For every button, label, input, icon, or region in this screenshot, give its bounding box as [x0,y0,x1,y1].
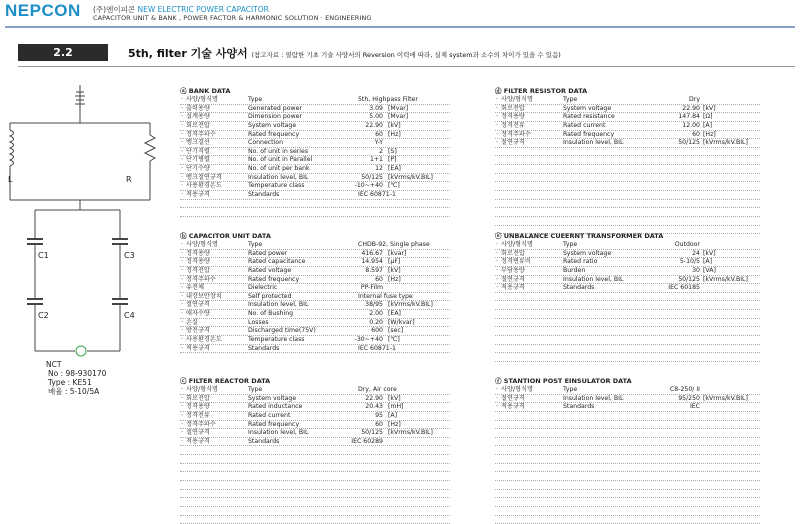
company-name-kr: (주)엔이피콘 [93,5,136,14]
cell-unit: [Hz] [388,420,401,428]
cell-val: 95/250 [678,394,700,402]
cell-unit: [kVrms/kV.BIL] [388,173,433,181]
table-row [495,250,760,259]
cell-kr: · 절연규격 [186,429,210,437]
cell-unit: [W/kvar] [388,318,415,326]
cell-val: 22.90 [365,394,383,402]
cell-val: 5th, Highpass Filter [358,96,418,103]
table-row [180,139,450,148]
empty-row [180,490,450,499]
cell-kr: · 애자수량 [186,310,210,318]
cell-val: CHDB-92, Single phase [358,241,430,248]
cell-unit: [A] [703,258,713,266]
page-header [0,0,800,24]
empty-row [180,208,450,217]
cell-en: Insulation level, BIL [248,301,309,309]
table-row [495,113,760,122]
cell-en: Insulation level, BIL [248,429,309,437]
empty-row [180,481,450,490]
cell-kr: · 정격전류 [501,122,525,130]
table-row [495,131,760,140]
cell-val: Internal fuse type [358,292,413,300]
company-logo: NEPCON [5,1,81,20]
cell-en: Rated frequency [248,275,300,283]
empty-row [495,301,760,310]
cell-unit: [℃] [388,182,400,190]
cell-val: 147.84 [678,113,700,121]
cell-kr: · 정격용량 [186,403,210,411]
cell-en: System voltage [563,249,612,257]
table-title: ⓐ BANK DATA [180,87,231,95]
cell-unit: [Hz] [388,130,401,138]
cell-unit: [kV] [703,249,716,257]
cell-kr: · 적용규격 [501,403,525,411]
cell-en: No. of unit in Parallel [248,156,313,164]
cell-unit: [℃] [388,336,400,344]
table-row [495,276,760,285]
capacitor-data-table [180,233,450,353]
cell-en: Rated inductance [248,403,303,411]
table-title: ⓔ UNBALANCE CUEERNT TRANSFORMER DATA [495,232,664,240]
table-row [180,327,450,336]
cell-en: Discharged time(75V) [248,327,316,335]
cell-en: Insulation level, BIL [563,394,624,402]
cell-unit: [kV] [388,394,401,402]
cell-val: IEC 60289 [351,437,383,445]
cell-unit: [kV] [388,266,401,274]
empty-row [180,446,450,455]
section-note: (참고자료 : 열람한 기초 기술 사양서의 Reversion 이력에 따라, 실제 system과 소수의 차이가 있을 수 있음) [251,51,561,59]
cell-unit: [Ω] [703,113,713,121]
cell-val: 60 [375,420,383,428]
cell-en: Rated frequency [563,130,615,138]
empty-row [495,446,760,455]
cell-en: Rated current [248,411,291,419]
table-row [495,395,760,404]
resistor-data-table [495,88,760,234]
cell-val: 12.00 [682,121,700,129]
cell-unit: [kVrms/kV.BIL] [703,394,748,402]
empty-row [495,481,760,490]
cell-val: 8.597 [365,266,383,274]
cell-kr: · 정격용량 [186,258,210,266]
label-c1: C1 [38,251,49,260]
cell-val: IEC [689,403,700,411]
table-row [180,284,450,293]
bank-data-table [180,88,450,217]
cell-val: IEC 60871-1 [358,191,396,199]
cell-unit: [kV] [703,104,716,112]
company-subtitle: CAPACITOR UNIT & BANK , POWER FACTOR & HARMONIC SOLUTION · ENGINEERING [93,14,372,22]
cell-unit: [A] [388,411,398,419]
table-row [180,421,450,430]
cell-kr: · 회로전압 [186,395,210,403]
cell-en: No. of Bushing [248,310,294,318]
label-r: R [126,175,132,184]
header-rule [5,26,795,28]
cell-en: Type [563,96,578,103]
table-row [495,267,760,276]
table-row [180,96,450,105]
table-title: ⓑ CAPACITOR UNIT DATA [180,232,271,240]
cell-en: Standards [563,284,595,292]
empty-row [495,353,760,362]
section-rule [18,66,795,67]
cell-kr: · 적용규격 [186,191,210,199]
cell-val: 416.67 [361,249,383,257]
cell-kr: · 사양/형식명 [186,96,218,104]
table-row [495,386,760,395]
label-c4: C4 [124,311,135,320]
empty-row [495,438,760,447]
cell-val: C8-250/ II [669,386,700,393]
table-row [180,336,450,345]
section-title-text: 5th, filter 기술 사양서 [128,47,248,60]
cell-en: Burden [563,266,586,274]
empty-row [180,472,450,481]
table-row [180,122,450,131]
company-name-en: NEW ELECTRIC POWER CAPACITOR [137,5,269,14]
cell-en: Insulation level, BIL [563,275,624,283]
table-row [495,284,760,293]
cell-val: 50/125 [678,139,700,147]
empty-row [495,174,760,183]
cell-kr: · 단기직렬 [186,148,210,156]
cell-val: 0.20 [369,318,383,326]
empty-row [495,516,760,524]
cell-kr: · 뱅크결선 [186,139,210,147]
cell-kr: · 단기수량 [186,165,210,173]
table-row [180,386,450,395]
cell-en: Type [563,386,578,393]
cell-val: 5-10/5 [679,258,700,266]
cell-kr: · 뱅크절연규격 [186,174,222,182]
empty-row [495,345,760,354]
table-row [180,276,450,285]
table-row [180,293,450,302]
cell-en: Self protected [248,292,292,300]
cell-val: 22.90 [682,104,700,112]
cell-kr: · 설계용량 [186,113,210,121]
table-row [180,319,450,328]
empty-row [495,200,760,209]
cell-unit: [EA] [388,165,401,173]
cell-en: Rated resistance [563,113,615,121]
label-c3: C3 [124,251,135,260]
cell-val: Y-Y [374,139,383,147]
section-title [128,45,561,61]
cell-kr: · 회로전압 [501,105,525,113]
cell-val: Dry, Air core [358,386,397,393]
empty-row [495,191,760,200]
cell-unit: [VA] [703,266,716,274]
nct-info [48,360,106,396]
cell-kr: · 정격주파수 [186,131,216,139]
table-row [180,165,450,174]
cell-val: -30~+40 [354,336,383,344]
cell-kr: · 적용규격 [501,284,525,292]
empty-row [180,464,450,473]
cell-en: Type [248,96,263,103]
table-row [180,429,450,438]
cell-unit: [sec] [388,327,404,335]
cell-unit: [kV] [388,121,401,129]
cell-kr: · 방전규격 [186,327,210,335]
cell-en: Rated capacitance [248,258,306,266]
cell-unit: [kVrms/kV.BIL] [388,301,433,309]
cell-en: Rated power [248,249,288,257]
cell-en: Rated ratio [563,258,598,266]
cell-en: Losses [248,318,269,326]
cell-en: Rated voltage [248,266,292,274]
cell-unit: [kvar] [388,249,407,257]
empty-row [180,507,450,516]
reactor-data-table [180,378,450,524]
cell-en: Dielectric [248,284,278,292]
cell-val: 95 [375,411,383,419]
cell-en: Generated power [248,104,302,112]
label-c2: C2 [38,311,49,320]
cell-en: Rated frequency [248,130,300,138]
cell-kr: · 내장보안장치 [186,293,222,301]
empty-row [495,165,760,174]
cell-val: 20.43 [365,403,383,411]
cell-kr: · 출력용량 [186,105,210,113]
cell-en: Insulation level, BIL [563,139,624,147]
table-row [180,182,450,191]
table-row [495,241,760,250]
empty-row [180,498,450,507]
cell-val: IEC 60871-1 [358,344,396,352]
table-title: ⓓ FILTER RESISTOR DATA [495,87,588,95]
empty-row [495,217,760,226]
empty-row [495,310,760,319]
empty-row [495,429,760,438]
cell-kr: · 정격용량 [501,113,525,121]
cell-kr: · 적용규격 [186,438,210,446]
empty-row [180,455,450,464]
label-l: L [8,175,13,184]
cell-val: 50/125 [361,173,383,181]
table-row [495,96,760,105]
cell-unit: [P] [388,156,397,164]
empty-row [180,200,450,209]
empty-row [495,464,760,473]
cell-en: Temperature class [248,182,305,190]
table-row [180,267,450,276]
empty-row [495,327,760,336]
cell-kr: · 적용규격 [186,345,210,353]
cell-val: Dry [689,96,700,103]
cell-unit: [μF] [388,258,401,266]
cell-kr: · 사용환경온도 [186,182,222,190]
table-row [180,156,450,165]
cell-val: 2.00 [369,310,383,318]
nct-type: Type : KE51 [48,378,92,387]
cell-kr: · 절연규격 [501,139,525,147]
table-row [180,438,450,447]
cell-kr: · 절연규격 [501,276,525,284]
table-row [180,250,450,259]
empty-row [495,507,760,516]
neutral-connection [0,305,175,355]
cell-kr: · 회로전압 [186,122,210,130]
cell-unit: [kVrms/kV.BIL] [388,429,433,437]
cell-val: 2 [379,147,383,155]
cell-val: 60 [375,275,383,283]
cell-val: -10~+40 [354,182,383,190]
cell-en: Standards [248,191,280,199]
cell-kr: · 절연규격 [186,301,210,309]
unbalance-ct-data-table [495,233,760,362]
cell-en: System voltage [563,104,612,112]
table-row [180,395,450,404]
cell-kr: · 정격변류비 [501,258,531,266]
cell-unit: [Mvar] [388,113,409,121]
cell-kr: · 사양/형식명 [501,241,533,249]
table-row [180,148,450,157]
cell-kr: · 정격주파수 [501,131,531,139]
cell-kr: · 정격전압 [186,267,210,275]
table-row [180,241,450,250]
table-row [180,301,450,310]
empty-row [495,472,760,481]
empty-row [495,498,760,507]
empty-row [495,336,760,345]
table-row [495,139,760,148]
cell-unit: [Hz] [703,130,716,138]
cell-val: 22.90 [365,121,383,129]
cell-val: 60 [375,130,383,138]
cell-val: 30 [692,266,700,274]
empty-row [495,208,760,217]
cell-en: Rated current [563,121,606,129]
cell-val: 600 [371,327,383,335]
cell-val: 60 [692,130,700,138]
table-row [180,258,450,267]
cell-val: 12 [375,165,383,173]
cell-kr: · 부담용량 [501,267,525,275]
cell-val: 3.09 [369,104,383,112]
empty-row [495,182,760,191]
cell-en: Dimension power [248,113,302,121]
table-row [180,345,450,354]
cell-kr: · 정격주파수 [186,421,216,429]
cell-val: 50/125 [361,429,383,437]
cell-en: No. of unit per bank [248,165,310,173]
cell-unit: [A] [703,121,713,129]
cell-kr: · 손실 [186,319,198,327]
table-row [495,258,760,267]
cell-val: 1+1 [369,156,383,164]
nct-title: NCT [46,360,62,369]
table-title: ⓕ STANTION POST EINSULATOR DATA [495,377,632,385]
cell-en: Standards [563,403,595,411]
cell-en: Rated frequency [248,420,300,428]
empty-row [495,319,760,328]
table-row [180,131,450,140]
cell-kr: · 사양/형식명 [186,241,218,249]
cell-unit: [kVrms/kV.BIL] [703,139,748,147]
empty-row [495,412,760,421]
cell-unit: [EA] [388,310,401,318]
section-number: 2.2 [18,44,108,61]
cell-val: 50/125 [678,275,700,283]
cell-en: Temperature class [248,336,305,344]
cell-unit: [Mvar] [388,104,409,112]
table-title: ⓒ FILTER REACTOR DATA [180,377,271,385]
cell-en: Type [248,386,263,393]
cell-en: Standards [248,437,280,445]
cell-en: System voltage [248,121,297,129]
empty-row [495,156,760,165]
cell-val: 14.954 [361,258,383,266]
cell-en: Standards [248,344,280,352]
cell-kr: · 사용환경온도 [186,336,222,344]
empty-row [495,421,760,430]
table-row [180,310,450,319]
cell-en: System voltage [248,394,297,402]
table-row [495,105,760,114]
cell-en: No. of unit in series [248,147,309,155]
cell-en: Type [563,241,578,248]
empty-row [495,293,760,302]
table-row [180,412,450,421]
cell-unit: [S] [388,147,397,155]
cell-kr: · 사양/형식명 [501,96,533,104]
nct-ratio: 배율 : 5-10/5A [48,387,100,396]
cell-kr: · 정격주파수 [186,276,216,284]
table-row [495,122,760,131]
cell-val: PP-Film [360,284,383,292]
table-row [495,403,760,412]
cell-kr: · 절연규격 [501,395,525,403]
nct-no: No : 98-930170 [48,369,107,378]
cell-en: Insulation level, BIL [248,173,309,181]
cell-val: Outdoor [674,241,700,248]
cell-unit: [mH] [388,403,404,411]
cell-kr: · 정격전류 [186,412,210,420]
stanchion-insulator-data-table [495,378,760,524]
cell-kr: · 사양/형식명 [501,386,533,394]
cell-val: 24 [692,249,700,257]
cell-val: 38/95 [365,301,383,309]
cell-val: 5.00 [369,113,383,121]
table-row [180,113,450,122]
cell-kr: · 사양/형식명 [186,386,218,394]
cell-unit: [kVrms/kV.BIL] [703,275,748,283]
cell-en: Connection [248,139,284,147]
table-row [180,403,450,412]
cell-kr: · 유전체 [186,284,204,292]
empty-row [495,148,760,157]
cell-unit: [Hz] [388,275,401,283]
table-row [180,191,450,200]
cell-val: IEC 60185 [668,284,700,292]
empty-row [495,490,760,499]
circuit-diagram [0,80,175,320]
cell-en: Type [248,241,263,248]
empty-row [180,516,450,524]
cell-kr: · 단기병렬 [186,156,210,164]
cell-kr: · 정격용량 [186,250,210,258]
empty-row [495,455,760,464]
cell-kr: · 회로전압 [501,250,525,258]
table-row [180,105,450,114]
